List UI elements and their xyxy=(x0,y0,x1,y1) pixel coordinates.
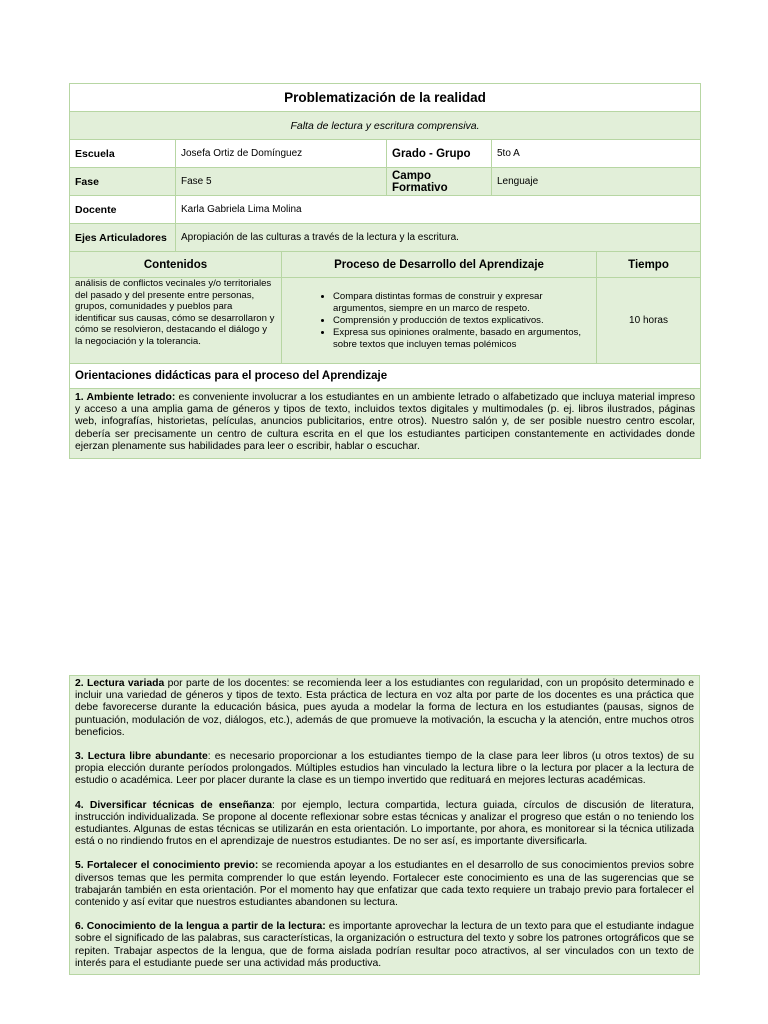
campo-label: Campo Formativo xyxy=(387,168,492,196)
contenido-text xyxy=(70,278,282,364)
planning-table xyxy=(69,83,701,459)
orientaciones-title: Orientaciones didácticas para el proceso del Aprendizaje xyxy=(70,364,701,389)
campo-value: Lenguaje xyxy=(492,168,701,196)
orientacion-text: es importante aprovechar la lectura de un texto para que el estudiante indague sobre el significado de las palabras, sus características, la organización o estructura del texto y sobre los patrones ortográficos que se repiten. Trabajar aspectos de la lengua, que de forma aislada podrían resultar poco atractivos, al ser vinculados con un texto de interés para el estudiante puede ser una actividad más productiva. xyxy=(75,921,694,969)
proceso-cell xyxy=(282,278,597,364)
docente-value: Karla Gabriela Lima Molina xyxy=(176,196,701,224)
escuela-value: Josefa Ortiz de Domínguez xyxy=(176,140,387,168)
ejes-value: Apropiación de las culturas a través de la lectura y la escritura. xyxy=(176,224,701,252)
docente-label: Docente xyxy=(70,196,176,224)
proceso-item: • Compara distintas formas de construir y expresar argumentos, siempre en un marco de respeto. xyxy=(333,291,591,315)
orientacion-text: por parte de los docentes: se recomienda leer a los estudiantes con regularidad, con un propósito determinado e incluir una variedad de géneros y tipos de texto. Esta práctica de lectura en voz alta por parte de los docentes es una práctica que debe favorecerse durante la educación básica, pues ayuda a modelar la forma de lectura en los estudiantes (pausas, signos de puntuación, modulación de voz, diálogos, etc.), además de que promueve la motivación, la escucha y la atención, entre muchos otros beneficios. xyxy=(75,678,694,738)
tiempo-value: 10 horas xyxy=(597,278,701,364)
grado-value: 5to A xyxy=(492,140,701,168)
tiempo-header: Tiempo xyxy=(597,252,701,278)
orientacion-text: es conveniente involucrar a los estudiantes en un ambiente letrado o alfabetizado que incluya material impreso y acceso a una amplia gama de géneros y tipos de texto, incluidos textos digitales y multimodales (p. ej. libros ilustrados, páginas web, infografías, historietas, películas, anuncios publicitarios, entre otros). Nuestro salón y, de ser posible nuestro centro escolar, debería ser precisamente un centro de cultura escrita en el que los estudiantes participen constantemente en actividades donde ejerzan plenamente sus habilidades para leer o escribir, hablar o escuchar. xyxy=(75,392,696,452)
orientaciones-continued xyxy=(70,676,700,975)
orientacion-5 xyxy=(75,860,694,909)
orientacion-4 xyxy=(75,800,694,849)
orientacion-text: : es necesario proporcionar a los estudiantes tiempo de la clase para leer libros (u otros textos) de su propia elección durante períodos prolongados. Múltiples estudios han vinculado la lectura libre o la lectura por placer a la lectura de estudio o académica. Leer por placer durante la clase es un tiempo invertido que redituará en mejores lecturas académicas. xyxy=(75,751,695,787)
page-title: Problematización de la realidad xyxy=(70,84,701,112)
escuela-label: Escuela xyxy=(70,140,176,168)
fase-value: Fase 5 xyxy=(176,168,387,196)
orientacion-2 xyxy=(75,678,694,739)
grado-label: Grado - Grupo xyxy=(387,140,492,168)
ejes-label: Ejes Articuladores xyxy=(70,224,176,252)
orientacion-text: : por ejemplo, lectura compartida, lectura guiada, círculos de discusión de literatura, instrucción individualizada. Se propone al docente reflexionar sobre estas técnicas y analizar el progreso que están o no teniendo los estudiantes. Algunas de estas técnicas se utilizarán en esta orientación. Lo importante, por ahora, es monitorear si la técnica utilizada está o no rindiendo frutos en el aprendizaje de nuestros estudiantes. De no ser así, es importante diversificarla. xyxy=(75,799,694,848)
orientacion-heading: 6. Conocimiento de la lengua a partir de la lectura: xyxy=(75,921,326,933)
orientacion-6 xyxy=(75,921,694,970)
fase-label: Fase xyxy=(70,168,176,196)
orientacion-heading: 3. Lectura libre abundante xyxy=(75,751,208,763)
orientacion-heading: 2. Lectura variada xyxy=(75,678,165,689)
contenidos-header: Contenidos xyxy=(70,252,282,278)
orientacion-1 xyxy=(70,389,701,459)
proceso-item: • Expresa sus opiniones oralmente, basado en argumentos, sobre textos que incluyen temas polémicos xyxy=(333,327,591,351)
orientacion-heading: 1. Ambiente letrado: xyxy=(75,392,176,403)
orientacion-heading: 4. Diversificar técnicas de enseñanza xyxy=(75,799,273,811)
orientacion-heading: 5. Fortalecer el conocimiento previo: xyxy=(75,860,259,872)
proceso-list xyxy=(287,291,591,351)
problem-subtitle: Falta de lectura y escritura comprensiva. xyxy=(70,112,701,140)
orientacion-text: se recomienda apoyar a los estudiantes en el desarrollo de sus conocimientos previos sobre diversos temas que les permita comprender lo que están leyendo. Fortalecer este conocimiento es una de las sugerencias que se trabajarán también en esta orientación. Por el momento hay que enfatizar que cada texto requiere un trabajo previo para fortalecer el contenido y así evitar que nuestros estudiantes abandonen su lectura. xyxy=(75,860,694,909)
orientaciones-continued-table xyxy=(69,675,700,975)
proceso-item: • Comprensión y producción de textos explicativos. xyxy=(333,315,591,327)
proceso-header: Proceso de Desarrollo del Aprendizaje xyxy=(282,252,597,278)
contenido-paragraph: análisis de conflictos vecinales y/o territoriales del pasado y del presente entre personas, grupos, comunidades y pueblos para identificar sus causas, cómo se desarrollaron y cómo se resolvieron, destacando el diálogo y la negociación y la tolerancia. xyxy=(75,278,275,347)
orientacion-3 xyxy=(75,751,694,788)
